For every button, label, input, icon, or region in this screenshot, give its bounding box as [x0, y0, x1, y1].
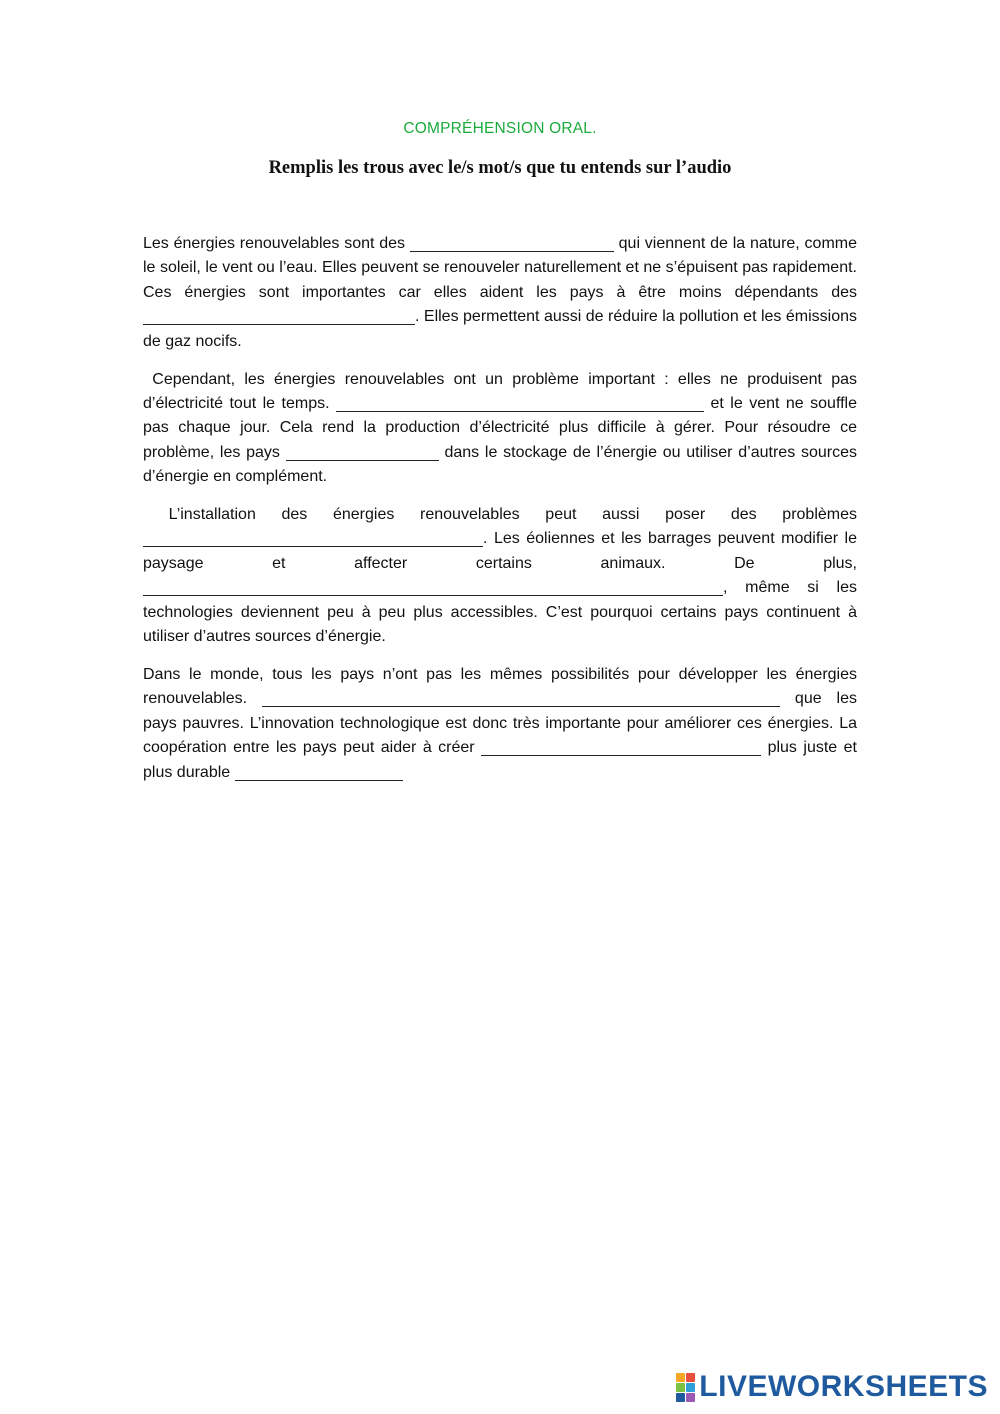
- logo-tile: [676, 1373, 685, 1382]
- paragraph-2-text-2: et le vent ne souffle pas chaque jour. Cela rend la production d’électricité plus difficile à gérer. Pour résoudre ce problème, les pays: [143, 394, 858, 461]
- logo-tile: [676, 1393, 685, 1402]
- blank-5[interactable]: [143, 531, 483, 547]
- paragraph-4-text-3: plus juste et plus durable: [143, 739, 857, 781]
- paragraph-3-text-3: , même si les technologies deviennent peu à peu plus accessibles. C’est pourquoi certains pays continuent à utiliser d’autres sources d’énergie.: [143, 579, 857, 646]
- paragraph-1-text-1: Les énergies renouvelables sont des: [143, 235, 406, 252]
- paragraph-2-text-1: Cependant, les énergies renouvelables ont un problème important : elles ne produisent pas d’électricité tout le temps.: [143, 370, 857, 412]
- logo-wordmark: LIVEWORKSHEETS: [699, 1370, 988, 1403]
- paragraph-1-text-2: qui viennent de la nature, comme le soleil, le vent ou l’eau. Elles peuvent se renouveler naturellement et ne s’épuisent pas rapidement. Ces énergies sont importantes car elles aident les pays à être moins dépendants des: [143, 235, 858, 301]
- blank-2[interactable]: [143, 309, 415, 325]
- blank-7[interactable]: [262, 691, 780, 707]
- paragraph-2-text-3: dans le stockage de l’énergie ou utiliser d’autres sources d’énergie en complément.: [143, 443, 857, 486]
- page-heading: COMPRÉHENSION ORAL.: [403, 120, 597, 137]
- liveworksheets-logo: [676, 1372, 988, 1402]
- paragraph-3: [143, 503, 857, 649]
- blank-1[interactable]: [410, 236, 614, 252]
- exercise-text: [143, 232, 857, 799]
- blank-3[interactable]: [336, 396, 704, 412]
- paragraph-1-text-3: . Elles permettent aussi de réduire la pollution et les émissions de gaz nocifs.: [143, 308, 857, 350]
- paragraph-4: [143, 663, 857, 785]
- paragraph-2: [143, 368, 857, 490]
- logo-tile: [686, 1383, 695, 1392]
- logo-tile: [686, 1393, 695, 1402]
- paragraph-3-text-2: . Les éoliennes et les barrages peuvent modifier le paysage et affecter certains animaux. De plus,: [143, 530, 857, 572]
- blank-6[interactable]: [143, 580, 723, 596]
- blank-9[interactable]: [235, 765, 403, 781]
- instruction-text: Remplis les trous avec le/s mot/s que tu entends sur l’audio: [268, 158, 732, 178]
- paragraph-4-text-2: que les pays pauvres. L’innovation technologique est donc très importante pour améliorer ces énergies. La coopération entre les pays peut aider à créer: [143, 690, 857, 757]
- liveworksheets-logo-icon: [676, 1373, 695, 1402]
- logo-tile: [686, 1373, 695, 1382]
- paragraph-4-text-1: Dans le monde, tous les pays n’ont pas les mêmes possibilités pour développer les énergies renouvelables.: [143, 666, 857, 708]
- paragraph-1: [143, 232, 857, 354]
- logo-tile: [676, 1383, 685, 1392]
- paragraph-3-text-1: L’installation des énergies renouvelables peut aussi poser des problèmes: [168, 506, 857, 524]
- blank-4[interactable]: [286, 445, 439, 461]
- blank-8[interactable]: [481, 740, 761, 756]
